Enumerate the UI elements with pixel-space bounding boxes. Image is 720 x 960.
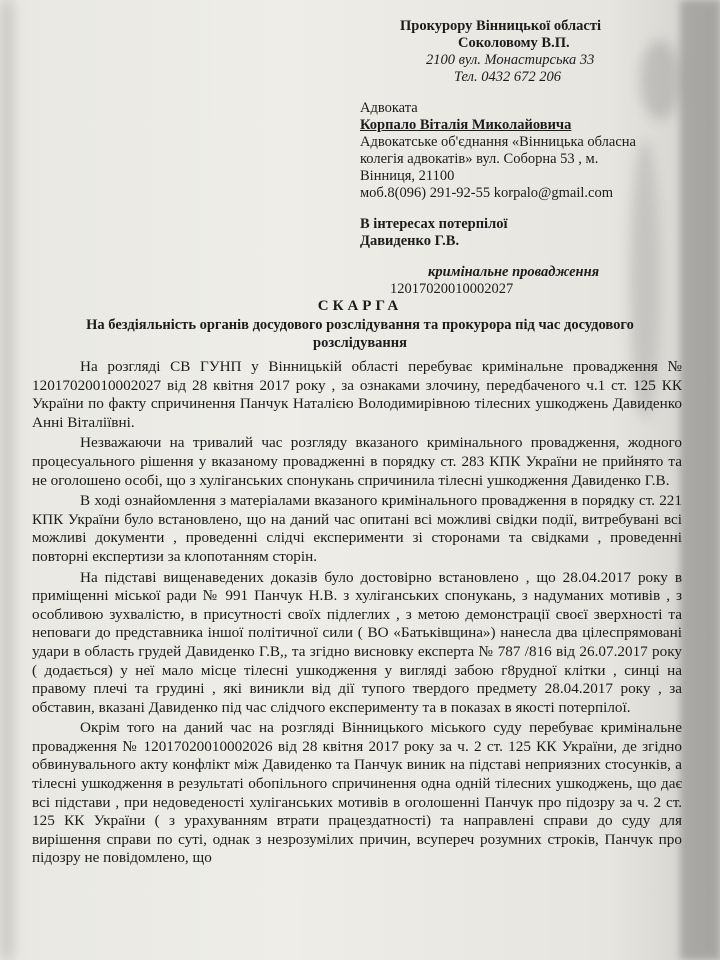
association-line2: колегія адвокатів» вул. Соборна 53 , м.: [360, 151, 599, 167]
association-line3: Вінниця, 21100: [360, 168, 455, 184]
paragraph-5: Окрім того на даний час на розгляді Вінницького міського суду перебуває кримінальне провадження № 12017020010002026 від 28 квітня 2017 року за ч. 2 ст. 125 КК України, де згідно обвинувального акту конфлікт між Давиденко та Панчук виник на підставі неприязних стосунків, а тілесні ушкодження в результаті обопільного спричинення одна одній тілесних ушкоджень, що дає всі підстави , при недоведеності хуліганських мотивів в оголошенні Панчук про підозру за ч. 2 ст. 125 КК України ( з урахуванням втрати працездатності) та направлені справи до суду для вирішення справи по суті, однак з незрозумілих причин, всупереч розумних строків, Панчук про підозру не повідомлено, що: [32, 719, 682, 867]
interest-label: В інтересах потерпілої: [360, 216, 508, 232]
document-body: [32, 358, 682, 870]
document-title: СКАРГА: [317, 298, 403, 314]
recipient-address: 2100 вул. Монастирська 33: [426, 52, 595, 68]
victim-name: Давиденко Г.В.: [360, 233, 460, 249]
case-number: 12017020010002027: [390, 281, 514, 297]
recipient-line2: Соколовому В.П.: [458, 35, 570, 51]
recipient-phone: Тел. 0432 672 206: [454, 69, 561, 85]
paragraph-1: На розгляді СВ ГУНП у Вінницькій області перебуває кримінальне провадження № 12017020010002027 від 28 квітня 2017 року , за ознаками злочину, передбаченого ч.1 ст. 125 КК України по факту спричинення Панчук Наталією Володимирівною тілесних ушкоджень Давиденко Анні Віталіївні.: [32, 358, 682, 431]
scan-shadow-left: [0, 0, 14, 960]
document-subtitle: На бездіяльність органів досудового розслідування та прокурора під час досудового розслідування: [86, 317, 634, 351]
paragraph-3: В ході ознайомлення з матеріалами вказаного кримінального провадження в порядку ст. 221 КПК України було встановлено, що на даний час опитані всі можливі свідки події, витребувані всі можливі документи , проведенні слідчі експерименти зі сторонами та свідками , проведенні повторні експертизи за клопотанням сторін.: [32, 492, 682, 565]
association-line1: Адвокатське об'єднання «Вінницька обласна: [360, 134, 636, 150]
paragraph-2: Незважаючи на тривалий час розгляду вказаного кримінального провадження, жодного процесуального рішення у вказаному провадженні в порядку ст. 283 КПК України не прийнято та не оголошено особі, що з хуліганських спонукань спричинила тілесні ушкодження Давиденко Г.В.: [32, 434, 682, 489]
address-block: [360, 18, 690, 298]
case-label: кримінальне провадження: [428, 264, 600, 280]
contact-line: моб.8(096) 291-92-55 korpalo@gmail.com: [360, 185, 613, 201]
from-label: Адвоката: [360, 100, 418, 116]
recipient-line1: Прокурору Вінницької області: [400, 18, 602, 34]
paragraph-4: На підставі вищенаведених доказів було достовірно встановлено , що 28.04.2017 року в приміщенні міської ради № 991 Панчук Н.В. з хуліганських спонукань, з надуманих мотивів , з особливою зухвалістю, в присутності своїх підлеглих , з метою демонстрації своєї зверхності та неповаги до представника іншої політичної сили ( ВО «Батьківщина») нанесла два цілеспрямовані удари в область грудей Давиденко Г.В,, та згідно висновку експерта № 787 /816 від 26.07.2017 року ( додається) у неї мало місце тілесні ушкодження у вигляді забою г8рудної клітки , синці на правому плечі та грудині , які виникли від дії тупого твердого предмету 28.04.2017 року , за обставин, вказані Давиденко під час слідчого експерименту та в показах в якості потерпілої.: [32, 568, 682, 716]
lawyer-name: Корпало Віталія Миколайовича: [360, 117, 572, 133]
